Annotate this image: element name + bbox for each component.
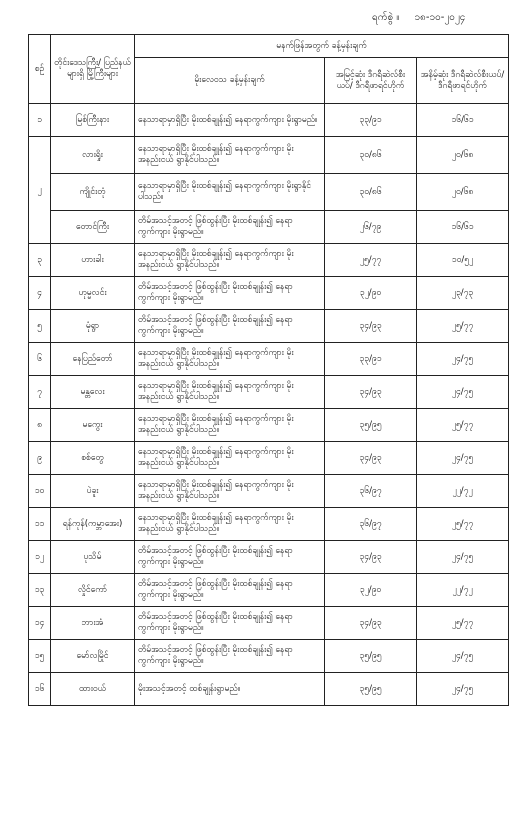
min-temp: ၂၅/၇၇ bbox=[417, 409, 509, 442]
weather-forecast: နေသာရာမှာရှိပြီး မိုးထစ်ချုန်း၍ နေရာကွက်ကျား မိုးအနည်းငယ် ရွာနိုင်ပါသည်။ bbox=[135, 409, 325, 442]
max-temp: ၃၄/၉၃ bbox=[325, 442, 417, 475]
forecast-table bbox=[28, 34, 509, 706]
table-row bbox=[29, 310, 509, 343]
max-temp: ၃၂/၉၀ bbox=[325, 277, 417, 310]
table-row bbox=[29, 211, 509, 244]
weather-forecast: နေသာရာမှာရှိပြီး မိုးထစ်ချုန်း၍ နေရာကွက်ကျား မိုးအနည်းငယ် ရွာနိုင်ပါသည်။ bbox=[135, 244, 325, 277]
header-min-temp: အနိမ့်ဆုံး ဒီဂရီဆဲလ်စီးယပ်/ ဒီဂရီဖာရင်ဟိုက် bbox=[417, 58, 509, 104]
city-name: ကျိုင်းတုံ bbox=[51, 174, 135, 211]
min-temp: ၂၄/၇၅ bbox=[417, 541, 509, 574]
table-row bbox=[29, 640, 509, 673]
max-temp: ၃၄/၉၃ bbox=[325, 607, 417, 640]
table-row bbox=[29, 508, 509, 541]
min-temp: ၂၄/၇၅ bbox=[417, 673, 509, 706]
city-name: ဘားအံ bbox=[51, 607, 135, 640]
weather-forecast: နေသာရာမှာရှိပြီး မိုးထစ်ချုန်း၍ နေရာကွက်ကျား မိုးရွာမည်။ bbox=[135, 104, 325, 137]
weather-forecast: နေသာရာမှာရှိပြီး မိုးထစ်ချုန်း၍ နေရာကွက်ကျား မိုးအနည်းငယ် ရွာနိုင်ပါသည်။ bbox=[135, 508, 325, 541]
header-weather: မိုးလေဝသ ခန့်မှန်းချက် bbox=[135, 58, 325, 104]
table-row bbox=[29, 541, 509, 574]
table-row bbox=[29, 343, 509, 376]
max-temp: ၂၆/၇၉ bbox=[325, 211, 417, 244]
header-no: စဉ် bbox=[29, 35, 51, 104]
city-name: မုံရွာ bbox=[51, 310, 135, 343]
city-name: မန္တလေး bbox=[51, 376, 135, 409]
table-row bbox=[29, 376, 509, 409]
row-number: ၅ bbox=[29, 310, 51, 343]
row-number: ၁၂ bbox=[29, 541, 51, 574]
table-row bbox=[29, 137, 509, 174]
city-name: ရန်ကုန်(ကမ္ဘာအေး) bbox=[51, 508, 135, 541]
header-region: တိုင်းဒေသကြီး/ ပြည်နယ်များရှိ မြို့ကြီးများ bbox=[51, 35, 135, 104]
weather-forecast: တိမ်အသင့်အတင့် ဖြစ်ထွန်းပြီး မိုးထစ်ချုန်း၍ နေရာကွက်ကျား မိုးရွာမည်။ bbox=[135, 310, 325, 343]
city-name: စစ်တွေ bbox=[51, 442, 135, 475]
table-row bbox=[29, 475, 509, 508]
row-number: ၁၅ bbox=[29, 640, 51, 673]
min-temp: ၂၅/၇၇ bbox=[417, 607, 509, 640]
header-max-temp: အမြင့်ဆုံး ဒီဂရီဆဲလ်စီးယပ်/ ဒီဂရီဖာရင်ဟိုက် bbox=[325, 58, 417, 104]
max-temp: ၃၄/၉၃ bbox=[325, 376, 417, 409]
min-temp: ၁၆/၆၁ bbox=[417, 211, 509, 244]
table-row bbox=[29, 104, 509, 137]
table-row bbox=[29, 409, 509, 442]
table-row bbox=[29, 277, 509, 310]
weather-forecast: နေသာရာမှာရှိပြီး မိုးထစ်ချုန်း၍ နေရာကွက်ကျား မိုးအနည်းငယ် ရွာနိုင်ပါသည်။ bbox=[135, 376, 325, 409]
weather-forecast: နေသာရာမှာရှိပြီး မိုးထစ်ချုန်း၍ နေရာကွက်ကျား မိုးအနည်းငယ် ရွာနိုင်ပါသည်။ bbox=[135, 475, 325, 508]
row-number: ၁၃ bbox=[29, 574, 51, 607]
min-temp: ၁၆/၆၁ bbox=[417, 104, 509, 137]
min-temp: ၂၀/၆၈ bbox=[417, 174, 509, 211]
max-temp: ၃၄/၉၃ bbox=[325, 541, 417, 574]
city-name: ဟားခါး bbox=[51, 244, 135, 277]
min-temp: ၂၀/၆၈ bbox=[417, 137, 509, 174]
weather-forecast: မိုးအသင့်အတင့် ထစ်ချုန်းရွာမည်။ bbox=[135, 673, 325, 706]
weather-forecast: တိမ်အသင့်အတင့် ဖြစ်ထွန်းပြီး မိုးထစ်ချုန်း၍ နေရာကွက်ကျား မိုးရွာမည်။ bbox=[135, 640, 325, 673]
table-row bbox=[29, 174, 509, 211]
table-row bbox=[29, 673, 509, 706]
row-number: ၁၆ bbox=[29, 673, 51, 706]
weather-forecast: တိမ်အသင့်အတင့် ဖြစ်ထွန်းပြီး မိုးထစ်ချုန်း၍ နေရာကွက်ကျား မိုးရွာမည်။ bbox=[135, 277, 325, 310]
max-temp: ၃၆/၉၇ bbox=[325, 475, 417, 508]
min-temp: ၂၂/၇၂ bbox=[417, 574, 509, 607]
weather-forecast: တိမ်အသင့်အတင့် ဖြစ်ထွန်းပြီး မိုးထစ်ချုန်း၍ နေရာကွက်ကျား မိုးရွာမည်။ bbox=[135, 574, 325, 607]
row-number: ၇ bbox=[29, 376, 51, 409]
row-number: ၂ bbox=[29, 137, 51, 244]
city-name: ပဲခူး bbox=[51, 475, 135, 508]
max-temp: ၂၅/၇၇ bbox=[325, 244, 417, 277]
min-temp: ၂၅/၇၇ bbox=[417, 310, 509, 343]
min-temp: ၂၄/၇၅ bbox=[417, 442, 509, 475]
max-temp: ၃၅/၉၅ bbox=[325, 409, 417, 442]
weather-forecast: တိမ်အသင့်အတင့် ဖြစ်ထွန်းပြီး မိုးထစ်ချုန်း၍ နေရာကွက်ကျား မိုးရွာမည်။ bbox=[135, 211, 325, 244]
max-temp: ၃၃/၉၁ bbox=[325, 343, 417, 376]
city-name: မြစ်ကြီးနား bbox=[51, 104, 135, 137]
min-temp: ၂၅/၇၇ bbox=[417, 508, 509, 541]
weather-forecast: တိမ်အသင့်အတင့် ဖြစ်ထွန်းပြီး မိုးထစ်ချုန်း၍ နေရာကွက်ကျား မိုးရွာမည်။ bbox=[135, 607, 325, 640]
table-row bbox=[29, 607, 509, 640]
header-forecast: မနက်ဖြန်အတွက် ခန့်မှန်းချက် bbox=[135, 35, 509, 58]
city-name: တောင်ကြီး bbox=[51, 211, 135, 244]
row-number: ၈ bbox=[29, 409, 51, 442]
weather-forecast: နေသာရာမှာရှိပြီး မိုးထစ်ချုန်း၍ နေရာကွက်ကျား မိုးအနည်းငယ် ရွာနိုင်ပါသည်။ bbox=[135, 343, 325, 376]
min-temp: ၂၃/၇၃ bbox=[417, 277, 509, 310]
row-number: ၉ bbox=[29, 442, 51, 475]
date-label: ရက်စွဲ ။ bbox=[372, 12, 400, 23]
max-temp: ၃၂/၉၀ bbox=[325, 574, 417, 607]
row-number: ၁၄ bbox=[29, 607, 51, 640]
city-name: နေပြည်တော် bbox=[51, 343, 135, 376]
table-row bbox=[29, 442, 509, 475]
row-number: ၁၀ bbox=[29, 475, 51, 508]
min-temp: ၂၄/၇၅ bbox=[417, 343, 509, 376]
table-row bbox=[29, 244, 509, 277]
city-name: လှိုင်ကော် bbox=[51, 574, 135, 607]
document-date bbox=[372, 10, 512, 26]
city-name: ဟုမ္မလင်း bbox=[51, 277, 135, 310]
city-name: ပုသိမ် bbox=[51, 541, 135, 574]
min-temp: ၂၄/၇၅ bbox=[417, 376, 509, 409]
max-temp: ၃၀/၈၆ bbox=[325, 174, 417, 211]
row-number: ၁၁ bbox=[29, 508, 51, 541]
row-number: ၁ bbox=[29, 104, 51, 137]
max-temp: ၃၅/၉၅ bbox=[325, 640, 417, 673]
max-temp: ၃၆/၉၇ bbox=[325, 508, 417, 541]
row-number: ၆ bbox=[29, 343, 51, 376]
weather-forecast: နေသာရာမှာရှိပြီး မိုးထစ်ချုန်း၍ နေရာကွက်ကျား မိုးအနည်းငယ် ရွာနိုင်ပါသည်။ bbox=[135, 442, 325, 475]
city-name: လားရှိုး bbox=[51, 137, 135, 174]
max-temp: ၃၄/၉၃ bbox=[325, 310, 417, 343]
row-number: ၃ bbox=[29, 244, 51, 277]
weather-forecast: တိမ်အသင့်အတင့် ဖြစ်ထွန်းပြီး မိုးထစ်ချုန်း၍ နေရာကွက်ကျား မိုးရွာမည်။ bbox=[135, 541, 325, 574]
min-temp: ၂၄/၇၅ bbox=[417, 640, 509, 673]
row-number: ၄ bbox=[29, 277, 51, 310]
city-name: ထားဝယ် bbox=[51, 673, 135, 706]
max-temp: ၃၅/၉၅ bbox=[325, 673, 417, 706]
city-name: မော်လမြိုင် bbox=[51, 640, 135, 673]
weather-forecast: နေသာရာမှာရှိပြီး မိုးထစ်ချုန်း၍ နေရာကွက်ကျား မိုးရွာနိုင်ပါသည်။ bbox=[135, 174, 325, 211]
max-temp: ၃၀/၈၆ bbox=[325, 137, 417, 174]
city-name: မကွေး bbox=[51, 409, 135, 442]
weather-forecast: နေသာရာမှာရှိပြီး မိုးထစ်ချုန်း၍ နေရာကွက်ကျား မိုးအနည်းငယ် ရွာနိုင်ပါသည်။ bbox=[135, 137, 325, 174]
table-row bbox=[29, 574, 509, 607]
min-temp: ၂၂/၇၂ bbox=[417, 475, 509, 508]
min-temp: ၁၀/၅၂ bbox=[417, 244, 509, 277]
max-temp: ၃၃/၉၁ bbox=[325, 104, 417, 137]
date-value: ၁၈-၁၀-၂၀၂၄ bbox=[414, 12, 466, 23]
